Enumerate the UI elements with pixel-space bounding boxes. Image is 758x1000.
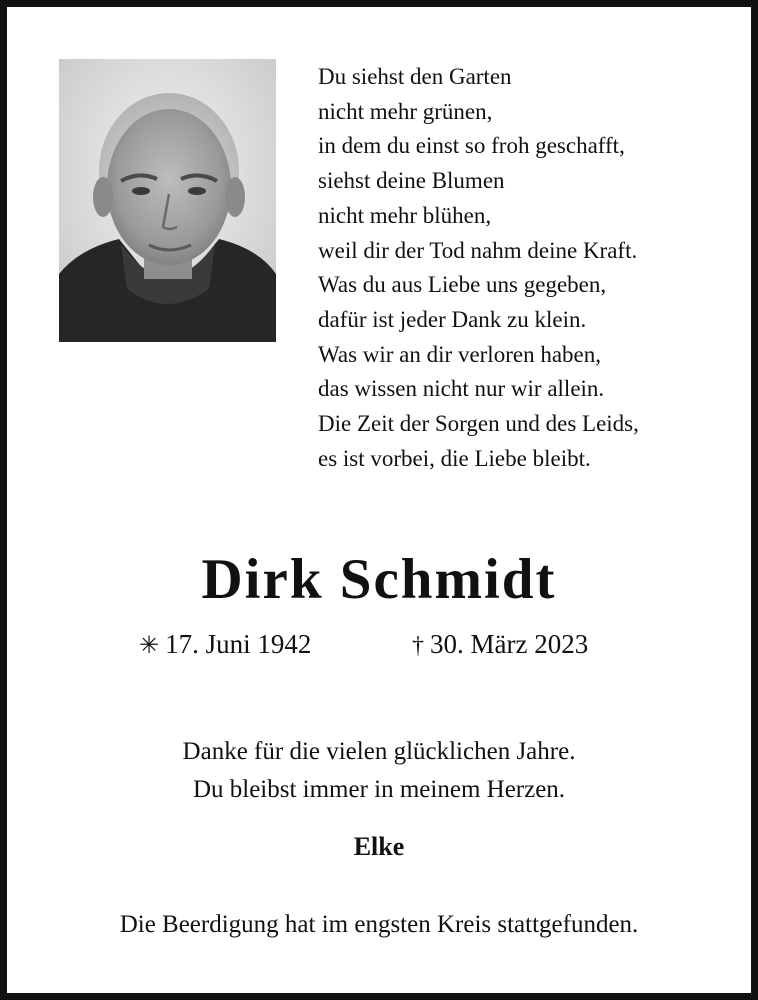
poem bbox=[318, 60, 738, 476]
death-date: 30. März 2023 bbox=[430, 629, 589, 659]
poem-line: in dem du einst so froh geschafft, bbox=[318, 133, 625, 159]
funeral-note: Die Beerdigung hat im engsten Kreis stattgefunden. bbox=[119, 911, 639, 938]
birth-date-line bbox=[139, 627, 311, 663]
deceased-name: Dirk Schmidt bbox=[201, 548, 557, 611]
poem-line: es ist vorbei, die Liebe bleibt. bbox=[318, 445, 591, 471]
portrait-photo bbox=[59, 59, 276, 342]
poem-line: Was du aus Liebe uns gegeben, bbox=[318, 272, 607, 298]
thanks-message bbox=[7, 733, 751, 809]
birth-date: 17. Juni 1942 bbox=[165, 629, 312, 659]
poem-line: siehst deine Blumen bbox=[318, 168, 505, 194]
poem-line: nicht mehr grünen, bbox=[318, 98, 493, 124]
thanks-line: Danke für die vielen glücklichen Jahre. bbox=[182, 738, 576, 765]
poem-line: Was wir an dir verloren haben, bbox=[318, 341, 601, 367]
poem-line: nicht mehr blühen, bbox=[318, 202, 492, 228]
poem-line: Die Zeit der Sorgen und des Leids, bbox=[318, 411, 639, 437]
poem-line: dafür ist jeder Dank zu klein. bbox=[318, 306, 587, 332]
poem-line: das wissen nicht nur wir allein. bbox=[318, 376, 605, 402]
death-cross-icon: † bbox=[412, 633, 424, 659]
birth-star-icon: ✳ bbox=[139, 633, 160, 659]
poem-line: Du siehst den Garten bbox=[318, 64, 512, 89]
poem-line: weil dir der Tod nahm deine Kraft. bbox=[318, 237, 638, 263]
signer-name: Elke bbox=[353, 832, 405, 861]
death-date-line bbox=[412, 627, 588, 663]
thanks-line: Du bleibst immer in meinem Herzen. bbox=[192, 776, 566, 803]
